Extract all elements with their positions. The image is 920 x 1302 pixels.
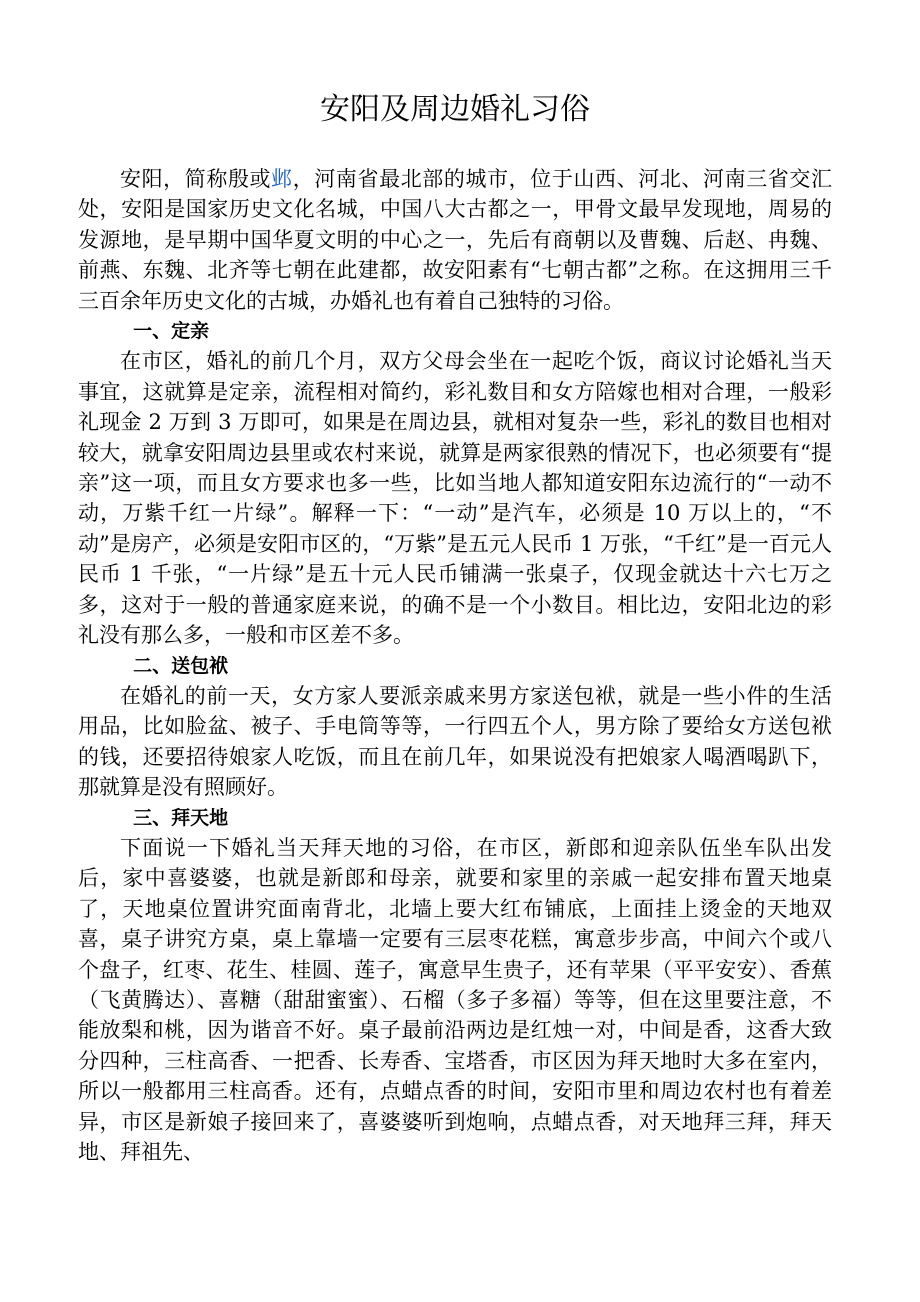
section-heading-baitiandi: 三、拜天地 bbox=[133, 806, 229, 829]
section-heading-dingqin: 一、定亲 bbox=[133, 320, 210, 343]
section-paragraph-baitiandi: 下面说一下婚礼当天拜天地的习俗，在市区，新郎和迎亲队伍坐车队出发后，家中喜婆婆，也就是新郎和母亲，就要和家里的亲戚一起安排布置天地桌了，天地桌位置讲究面南背北，北墙上要大红布铺底，上面挂上烫金的天地双喜，桌子讲究方桌，桌上靠墙一定要有三层枣花糕，寓意步步高，中间六个或八个盘子，红枣、花生、桂圆、莲子，寓意早生贵子，还有苹果（平平安安）、香蕉（飞黄腾达）、喜糖（甜甜蜜蜜）、石榴（多子多福）等等，但在这里要注意，不能放梨和桃，因为谐音不好。桌子最前沿两边是红烛一对，中间是香，这香大致分四种，三柱高香、一把香、长寿香、宝塔香，市区因为拜天地时大多在室内，所以一般都用三柱高香。还有，点蜡点香的时间，安阳市里和周边农村也有着差异，市区是新娘子接回来了，喜婆婆听到炮响，点蜡点香，对天地拜三拜，拜天地、拜祖先、 bbox=[78, 835, 832, 1164]
intro-text-start: 安阳，简称殷或 bbox=[120, 167, 272, 191]
document-title: 安阳及周边婚礼习俗 bbox=[320, 92, 590, 127]
intro-text-rest: ，河南省最北部的城市，位于山西、河北、河南三省交汇处，安阳是国家历史文化名城，中国八大古都之一，甲骨文最早发现地，周易的发源地，是早期中国华夏文明的中心之一，先后有商朝以及曹魏、后赵、冉魏、前燕、东魏、北齐等七朝在此建都，故安阳素有“七朝古都”之称。在这拥用三千三百余年历史文化的古城，办婚礼也有着自己独特的习俗。 bbox=[78, 167, 832, 313]
section-paragraph-songbaofu: 在婚礼的前一天，女方家人要派亲戚来男方家送包袱，就是一些小件的生活用品，比如脸盆、被子、手电筒等等，一行四五个人，男方除了要给女方送包袱的钱，还要招待娘家人吃饭，而且在前几年，如果说没有把娘家人喝酒喝趴下，那就算是没有照顾好。 bbox=[78, 683, 832, 800]
document-page bbox=[78, 80, 832, 1167]
section-paragraph-dingqin: 在市区，婚礼的前几个月，双方父母会坐在一起吃个饭，商议讨论婚礼当天事宜，这就算是定亲，流程相对简约，彩礼数目和女方陪嫁也相对合理，一般彩礼现金 2 万到 3 万即可，如果是在周边县，就相对复杂一些，彩礼的数目也相对较大，就拿安阳周边县里或农村来说，就算是两家很熟的情况下，也必须要有“提亲”这一项，而且女方要求也多一些，比如当地人都知道安阳东边流行的“一动不动，万紫千红一片绿”。解释一下：“一动”是汽车，必须是 10 万以上的，“不动”是房产，必须是安阳市区的，“万紫”是五元人民币 1 万张，“千红”是一百元人民币 1 千张，“一片绿”是五十元人民币铺满一张桌子，仅现金就达十六七万之多，这对于一般的普通家庭来说，的确不是一个小数目。相比边，安阳北边的彩礼没有那么多，一般和市区差不多。 bbox=[78, 349, 832, 648]
intro-paragraph bbox=[78, 164, 832, 316]
ye-link[interactable]: 邺 bbox=[271, 167, 293, 191]
section-heading-songbaofu: 二、送包袱 bbox=[133, 654, 229, 677]
